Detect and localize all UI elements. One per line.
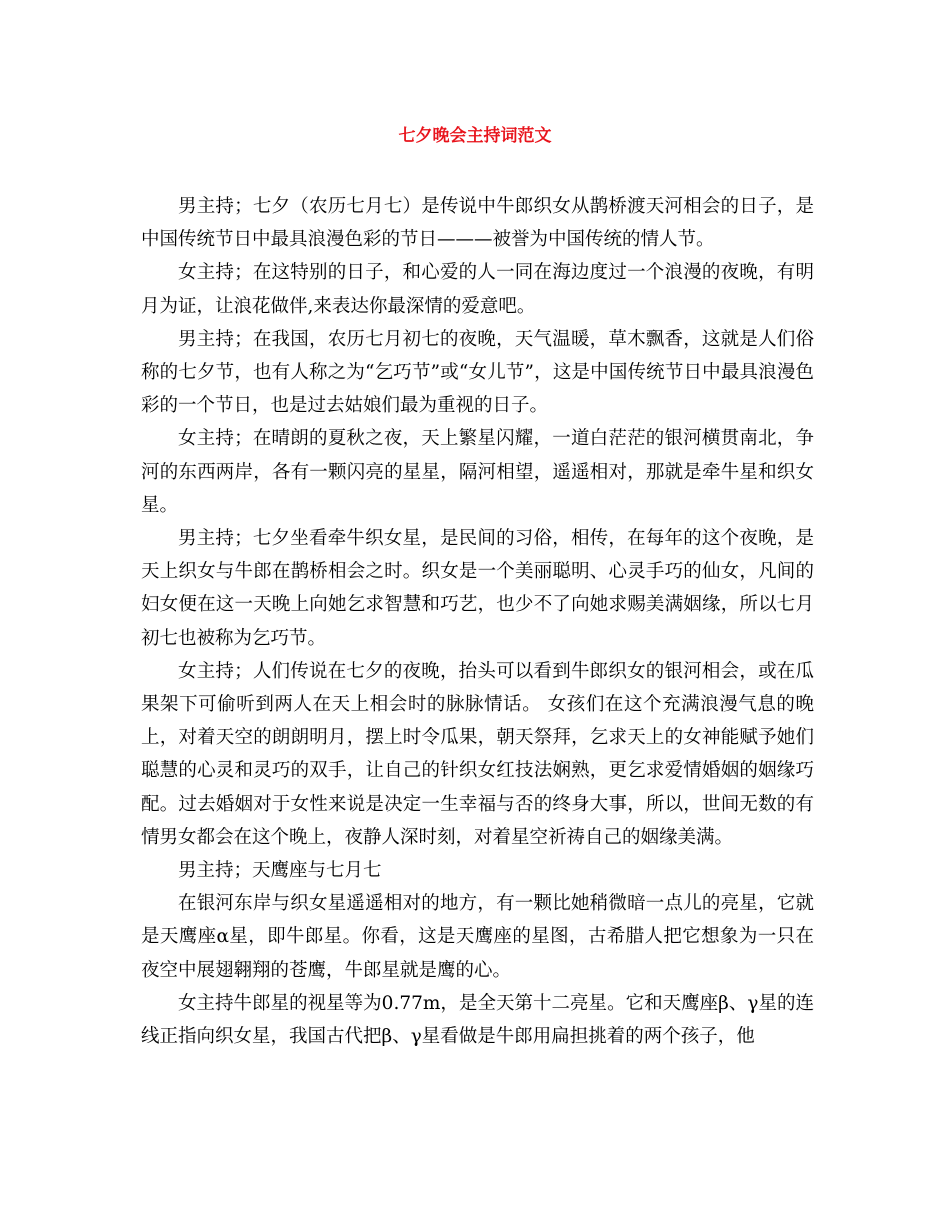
paragraph: 女主持；在这特别的日子，和心爱的人一同在海边度过一个浪漫的夜晚，有明月为证，让浪花做伴,来表达你最深情的爱意吧。 [141, 262, 814, 317]
paragraph: 男主持；七夕（农历七月七）是传说中牛郎织女从鹊桥渡天河相会的日子，是中国传统节日中最具浪漫色彩的节日———被誉为中国传统的情人节。 [141, 196, 814, 251]
paragraph: 在银河东岸与织女星遥遥相对的地方，有一颗比她稍微暗一点儿的亮星，它就是天鹰座α星，即牛郎星。你看，这是天鹰座的星图，古希腊人把它想象为一只在夜空中展翅翱翔的苍鹰，牛郎星就是鹰的心。 [141, 893, 814, 981]
paragraph: 女主持；人们传说在七夕的夜晚，抬头可以看到牛郎织女的银河相会，或在瓜果架下可偷听到两人在天上相会时的脉脉情话。 女孩们在这个充满浪漫气息的晚上，对着天空的朗朗明月，摆上时令瓜果，朝天祭拜，乞求天上的女神能赋予她们聪慧的心灵和灵巧的双手，让自己的针织女红技法娴熟，更乞求爱情婚姻的姻缘巧配。过去婚姻对于女性来说是决定一生幸福与否的终身大事，所以，世间无数的有情男女都会在这个晚上，夜静人深时刻，对着星空祈祷自己的姻缘美满。 [141, 660, 814, 848]
paragraph: 男主持；七夕坐看牵牛织女星，是民间的习俗，相传，在每年的这个夜晚，是天上织女与牛郎在鹊桥相会之时。织女是一个美丽聪明、心灵手巧的仙女，凡间的妇女便在这一天晚上向她乞求智慧和巧艺，也少不了向她求赐美满姻缘，所以七月初七也被称为乞巧节。 [141, 528, 814, 649]
paragraph: 女主持牛郎星的视星等为0.77m，是全天第十二亮星。它和天鹰座β、γ星的连线正指向织女星，我国古代把β、γ星看做是牛郎用扁担挑着的两个孩子，他 [141, 992, 814, 1048]
paragraph: 男主持；天鹰座与七月七 [178, 860, 382, 882]
paragraph: 男主持；在我国，农历七月初七的夜晚，天气温暖，草木飘香，这就是人们俗称的七夕节，也有人称之为“乞巧节”或“女儿节”，这是中国传统节日中最具浪漫色彩的一个节日，也是过去姑娘们最为重视的日子。 [141, 328, 814, 417]
document-body [141, 190, 814, 1053]
document-title: 七夕晚会主持词范文 [398, 126, 552, 146]
paragraph: 女主持；在晴朗的夏秋之夜，天上繁星闪耀，一道白茫茫的银河横贯南北，争河的东西两岸，各有一颗闪亮的星星，隔河相望，遥遥相对，那就是牵牛星和织女星。 [141, 428, 814, 516]
